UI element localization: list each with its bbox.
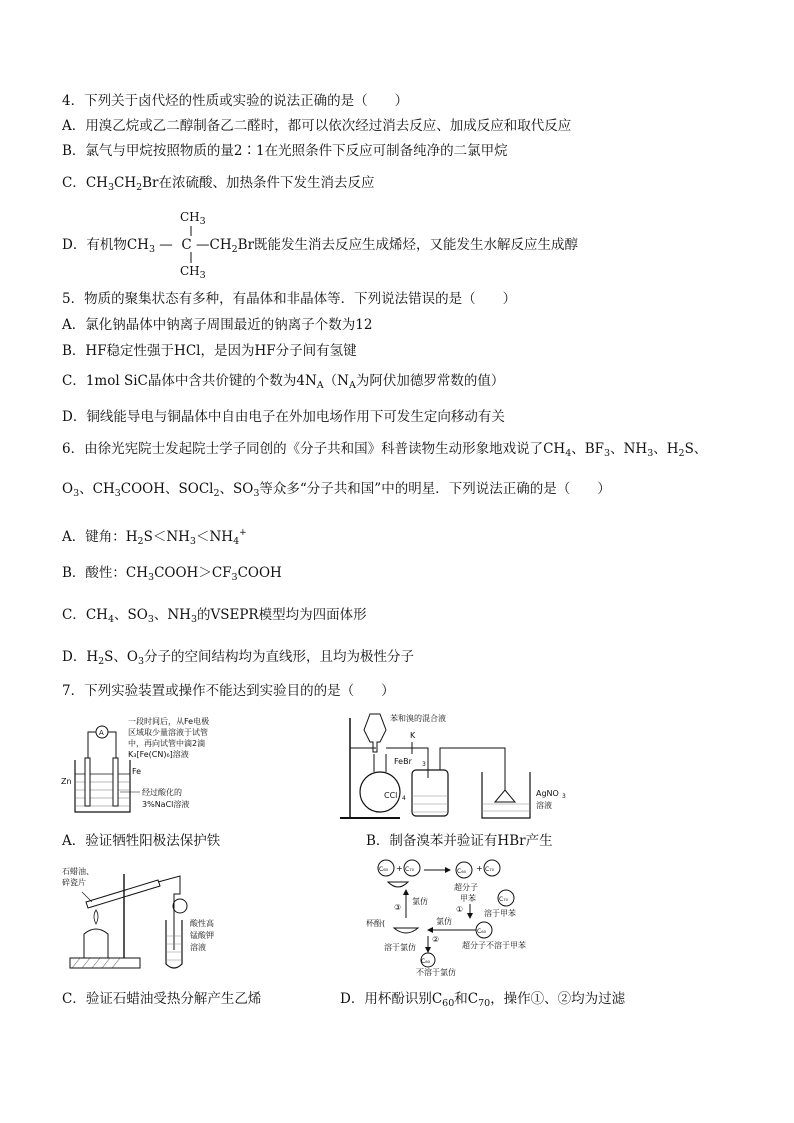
figa-zn-label: Zn bbox=[61, 777, 72, 786]
figd-step-2: ② bbox=[432, 935, 440, 944]
svg-text:C₇₀: C₇₀ bbox=[485, 866, 494, 873]
figd-insol-chl: 不溶于氯仿 bbox=[416, 968, 456, 976]
svg-text:+: + bbox=[396, 864, 403, 873]
figure-d-caption: D．用杯酚识别$C_{60}$和$C_{70}$，操作①、②均为过滤 bbox=[340, 991, 626, 1009]
svg-text:3: 3 bbox=[422, 761, 426, 768]
alcohol-lamp-icon bbox=[84, 929, 108, 958]
zn-electrode-icon bbox=[85, 758, 90, 806]
q6-option-d: D．$H_2S$、$O_3$分子的空间结构均为直线形，且均为极性分子 bbox=[62, 649, 415, 667]
svg-text:C₆₀: C₆₀ bbox=[421, 958, 430, 965]
svg-text:4: 4 bbox=[402, 795, 406, 802]
svg-text:C₆₀: C₆₀ bbox=[477, 928, 486, 935]
figc-kmno-3: 溶液 bbox=[190, 943, 206, 952]
svg-text:A: A bbox=[99, 729, 104, 737]
figa-note-3: 中，再向试管中滴2滴 bbox=[128, 739, 206, 748]
svg-text:C₆₀: C₆₀ bbox=[457, 868, 466, 875]
figure-d-calixarene bbox=[366, 856, 566, 976]
figd-insol-tol: 超分子不溶于甲苯 bbox=[462, 941, 526, 950]
beaker-icon bbox=[75, 760, 130, 812]
q4-stem: 4．下列关于卤代烃的性质或实验的说法正确的是（ ） bbox=[62, 93, 409, 109]
q6-stem-line1: 6．由徐光宪院士发起院士学子同创的《分子共和国》科普读物生动形象地戏说了$CH_4$、$BF_3$、$NH_3$、$H_2S$、 bbox=[62, 441, 708, 459]
figure-c-caption: C．验证石蜡油受热分解产生乙烯 bbox=[62, 991, 262, 1007]
q6-option-b: B．酸性：$CH_3COOH>CF_3COOH$ bbox=[62, 565, 282, 583]
figa-note-2: 区域取少量溶液于试管 bbox=[128, 728, 208, 737]
figc-wax-2: 碎瓷片 bbox=[62, 878, 86, 887]
q7-stem: 7．下列实验装置或操作不能达到实验目的的是（ ） bbox=[62, 683, 395, 699]
q4-d-bottom-methyl: $CH_3$ bbox=[180, 264, 206, 281]
figc-wax-1: 石蜡油、 bbox=[62, 867, 94, 876]
q4-d-vertical-bonds bbox=[186, 224, 196, 266]
q5-option-c: C．1mol SiC晶体中含共价键的个数为$4N_A(N_A$为阿伏加德罗常数的值） bbox=[62, 373, 505, 391]
figd-step-3: ③ bbox=[394, 903, 402, 912]
q6-stem-line2: $O_3$、$CH_3COOH$、SOCl$_2$、$SO_3$等众多“分子共和国”中的明星．下列说法正确的是（ ） bbox=[62, 481, 611, 499]
q4-option-c: C．$CH_3CH_2Br$在浓硫酸、加热条件下发生消去反应 bbox=[62, 175, 375, 193]
q6-option-a: A．键角：$H_2S<NH_3<NH_4^+$ bbox=[62, 528, 247, 547]
ccl4-bottle-icon bbox=[412, 770, 448, 816]
q5-option-a: A．氯化钠晶体中钠离子周围最近的钠离子个数为12 bbox=[62, 317, 373, 333]
figb-sol-label: 溶液 bbox=[536, 801, 552, 810]
figd-sol-tol: 溶于甲苯 bbox=[484, 909, 516, 918]
svg-text:+: + bbox=[476, 864, 483, 873]
cup-recovered-icon bbox=[394, 928, 418, 933]
figd-chl-1: 氯仿 bbox=[412, 897, 428, 906]
figure-b-caption: B．制备溴苯并验证有HBr产生 bbox=[366, 833, 553, 849]
q4-option-b: B．氯气与甲烷按照物质的量2∶1在光照条件下反应可制备纯净的二氯甲烷 bbox=[62, 143, 508, 159]
figd-cup-1: 杯酚( bbox=[366, 919, 386, 928]
q4-option-a: A．用溴乙烷或乙二醇制备乙二醛时，都可以依次经过消去反应、加成反应和取代反应 bbox=[62, 118, 572, 134]
test-tube-icon bbox=[86, 880, 160, 908]
figa-sol-2: 3%NaCl溶液 bbox=[142, 800, 190, 809]
svg-text:C₆₀: C₆₀ bbox=[379, 866, 388, 873]
figb-ccl-label: CCl bbox=[384, 791, 398, 800]
svg-text:C₇₀: C₇₀ bbox=[405, 866, 414, 873]
flame-icon bbox=[94, 910, 98, 924]
figa-note-1: 一段时间后，从Fe电极 bbox=[128, 717, 210, 726]
figd-cup-2: 溶于氯仿 bbox=[384, 943, 416, 952]
q4-d-top-methyl: $CH_3$ bbox=[180, 210, 206, 227]
figure-a-electrochem bbox=[60, 712, 240, 824]
figd-tol-label: 甲苯 bbox=[460, 894, 476, 903]
figb-k-label: K bbox=[410, 731, 416, 740]
figa-fe-label: Fe bbox=[132, 767, 142, 776]
figb-febr-label: FeBr bbox=[394, 757, 412, 766]
q5-option-d: D．铜线能导电与铜晶体中自由电子在外加电场作用下可发生定向移动有关 bbox=[62, 409, 505, 425]
figure-b-bromobenzene bbox=[340, 708, 580, 828]
bulb-icon bbox=[173, 899, 187, 913]
calixarene-cup-icon bbox=[388, 882, 408, 887]
q4-option-d: D．有机物$CH_3$ — C $—CH_2Br$既能发生消去反应生成烯烃，又能发生水解反应生成醇 bbox=[62, 237, 579, 255]
funnel-icon bbox=[364, 714, 386, 752]
q5-option-b: B．HF稳定性强于HCl，是因为HF分子间有氢键 bbox=[62, 343, 357, 359]
figa-note-4: K₃[Fe(CN)₆]溶液 bbox=[128, 750, 189, 759]
svg-text:C₇₀: C₇₀ bbox=[499, 896, 508, 903]
figure-c-wax-oil bbox=[62, 864, 232, 976]
figure-a-caption: A．验证牺牲阳极法保护铁 bbox=[62, 833, 221, 849]
figb-agno-label: AgNO bbox=[536, 789, 559, 798]
fe-electrode-icon bbox=[113, 758, 118, 806]
stand-base-icon bbox=[70, 958, 140, 968]
figb-mix-label: 苯和溴的混合液 bbox=[390, 714, 446, 723]
figa-sol-1: 经过酸化的 bbox=[142, 788, 182, 797]
figd-step-1: ① bbox=[456, 905, 464, 914]
figc-kmno-1: 酸性高 bbox=[190, 919, 214, 928]
figd-super-label: 超分子 bbox=[454, 883, 478, 892]
figc-kmno-2: 锰酸钾 bbox=[190, 931, 214, 940]
q5-stem: 5．物质的聚集状态有多种，有晶体和非晶体等．下列说法错误的是（ ） bbox=[62, 291, 517, 307]
q6-option-c: C．$CH_4$、$SO_3$、$NH_3$的VSEPR模型均为四面体形 bbox=[62, 607, 367, 625]
svg-text:3: 3 bbox=[562, 793, 566, 800]
figd-chl-2: 氯仿 bbox=[436, 917, 452, 926]
